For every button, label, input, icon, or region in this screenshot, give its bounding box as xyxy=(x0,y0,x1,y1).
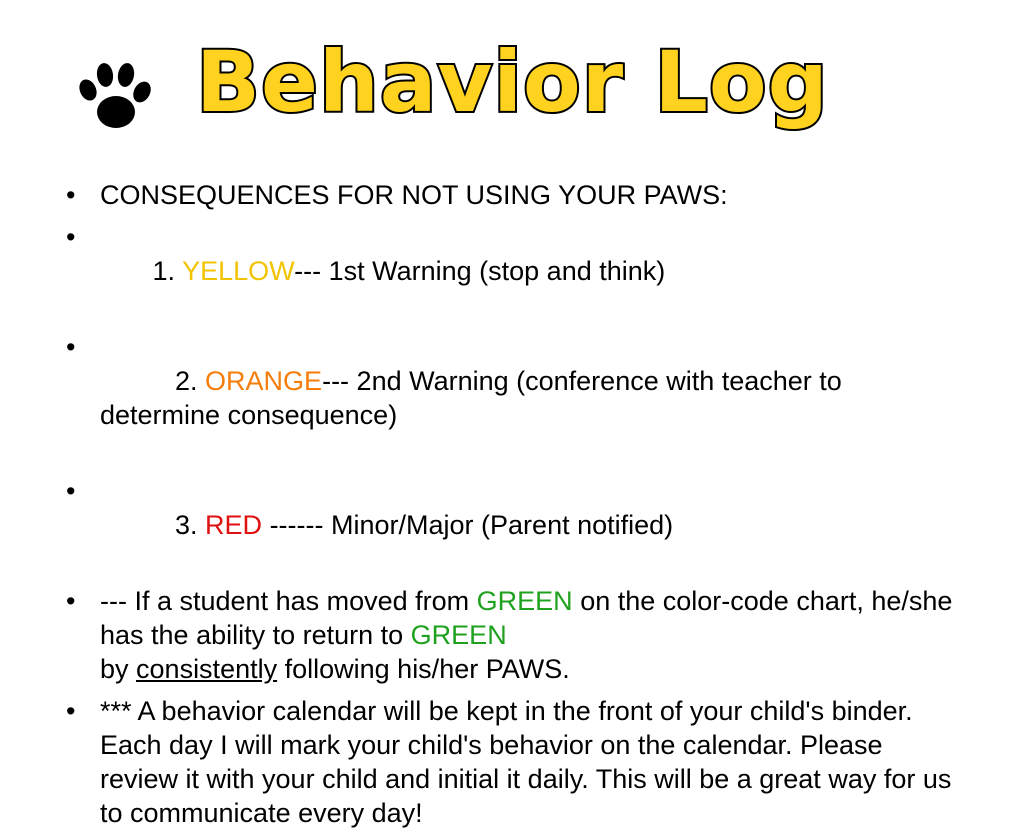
bullet-text: CONSEQUENCES FOR NOT USING YOUR PAWS: xyxy=(100,180,728,210)
color-word-yellow: YELLOW xyxy=(182,256,295,286)
bullet-marker: • xyxy=(66,222,76,252)
bullet-marker: • xyxy=(66,180,76,210)
list-item xyxy=(66,330,966,466)
list-item xyxy=(66,584,966,686)
step-description: --- 1st Warning (stop and think) xyxy=(294,256,666,286)
bullet-text: *** A behavior calendar will be kept in the front of your child's binder. Each day I will mark your child's behavior on the calendar. Please review it with your child and initial it daily. This will be a great way for us to communicate every day! xyxy=(100,696,952,828)
bullet-marker: • xyxy=(66,332,76,362)
list-item xyxy=(66,474,966,576)
step-number: 3. xyxy=(145,510,206,540)
step-number: 2. xyxy=(145,366,206,396)
list-item xyxy=(66,694,966,830)
color-word-orange: ORANGE xyxy=(205,366,323,396)
bullet-text-part: by xyxy=(100,654,137,684)
step-description: --- 2nd Warning (conference with teacher to determine consequence) xyxy=(100,366,850,430)
bullet-text-part: --- If a student has moved from xyxy=(100,586,477,616)
paw-print-icon xyxy=(78,62,152,134)
bullet-text-part: on the color-code chart, he/she has the ability to return to xyxy=(100,586,953,650)
color-word-green: GREEN xyxy=(410,620,507,650)
underlined-word: consistently xyxy=(136,654,278,684)
step-number: 1. xyxy=(145,256,183,286)
color-word-red: RED xyxy=(205,510,263,540)
color-word-green: GREEN xyxy=(476,586,573,616)
slide-title: Behavior Log xyxy=(196,33,829,131)
step-description: ------ Minor/Major (Parent notified) xyxy=(262,510,674,540)
list-item xyxy=(66,220,966,322)
bullet-text-part: following his/her PAWS. xyxy=(277,654,570,684)
bullet-marker: • xyxy=(66,476,76,506)
bullet-list xyxy=(66,178,966,838)
list-item xyxy=(66,178,966,212)
bullet-marker: • xyxy=(66,586,76,616)
bullet-marker: • xyxy=(66,696,76,726)
